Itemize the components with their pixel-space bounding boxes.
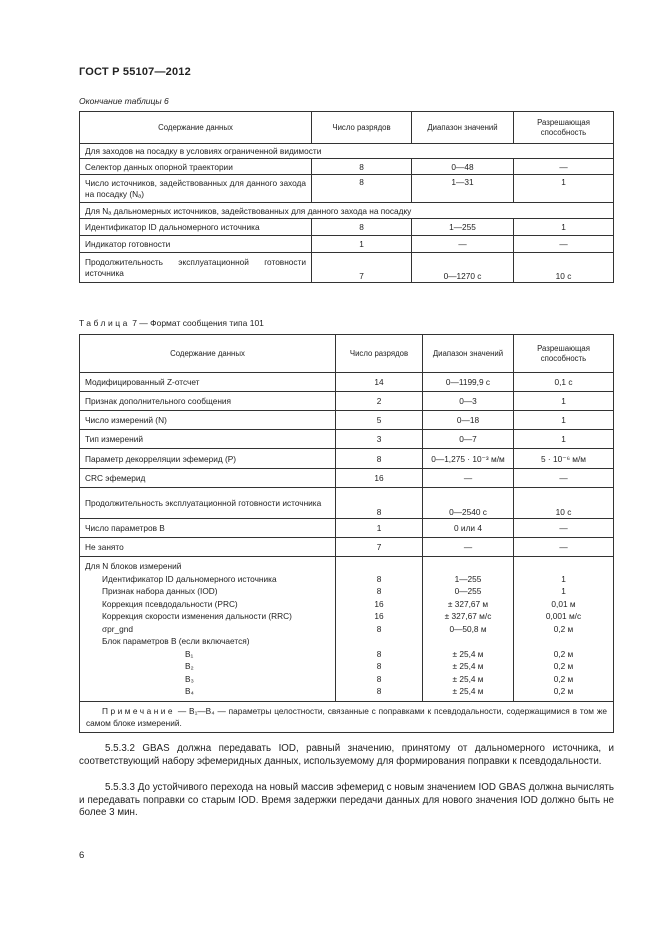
table-row: [80, 253, 614, 283]
b-param-resolution: 0,2 м: [553, 673, 574, 684]
cell-content: Индикатор готовности: [80, 236, 312, 253]
col-header-range: Диапазон значений: [423, 335, 514, 373]
b-param-bits: 8: [376, 673, 382, 684]
cell-content: Модифицированный Z-отсчет: [80, 373, 336, 392]
section-row: [80, 144, 614, 159]
cell-range: 0—1,275 · 10⁻³ м/м: [423, 449, 514, 469]
group-item-label: Идентификатор ID дальномерного источника: [102, 573, 277, 584]
cell-range: 0—48: [412, 159, 514, 175]
b-param-range: ± 25,4 м: [452, 661, 484, 671]
b-param-resolution: 0,2 м: [553, 686, 574, 696]
group-item-range: 0—255: [454, 586, 482, 596]
cell-content: Число параметров B: [80, 519, 336, 538]
table-row: [80, 538, 614, 557]
group-item-resolution: 1: [561, 586, 566, 596]
cell-content: Число измерений (N): [80, 411, 336, 430]
table-row: [80, 219, 614, 236]
b-param-label: B₄: [185, 686, 194, 696]
cell-resolution: 1: [514, 219, 614, 236]
cell-range: —: [412, 236, 514, 253]
cell-resolution: 1: [514, 175, 614, 203]
group-item-bits: 8: [376, 573, 382, 584]
table7-caption: [79, 318, 264, 328]
group-item-bits: 16: [374, 611, 384, 621]
table-row: [80, 469, 614, 488]
cell-content: Признак дополнительного сообщения: [80, 392, 336, 411]
cell-resolution: —: [514, 236, 614, 253]
table-row: [80, 392, 614, 411]
section-row: [80, 203, 614, 219]
section-label: Для заходов на посадку в условиях ограниченной видимости: [80, 144, 614, 159]
group-item-resolution: 1: [561, 573, 566, 584]
group-title: Для N блоков измерений: [85, 561, 182, 571]
measurement-block-range: [423, 557, 514, 702]
cell-bits: 1: [312, 236, 412, 253]
col-header-content: Содержание данных: [80, 335, 336, 373]
cell-resolution: —: [514, 159, 614, 175]
table-row: [80, 175, 614, 203]
col-header-resolution: Разрешающая способность: [514, 112, 614, 144]
paragraph-5-5-3-3: 5.5.3.3 До устойчивого перехода на новый массив эфемерид с новым значением IOD GBAS должна вычислять и передавать поправки со старым IOD. Время задержки передачи данных для нового значения IOD должно быть не более 3 мин.: [79, 782, 614, 819]
cell-content: Параметр декорреляции эфемерид (P): [80, 449, 336, 469]
measurement-block-resolution: [514, 557, 614, 702]
group-item-label: σpr_gnd: [102, 623, 133, 634]
document-header: ГОСТ Р 55107—2012: [79, 66, 191, 78]
cell-range: 0—1199,9 с: [423, 373, 514, 392]
cell-bits: 8: [336, 449, 423, 469]
table-row: [80, 236, 614, 253]
group-item-bits: 8: [376, 623, 382, 634]
paragraph-5-5-3-2: 5.5.3.2 GBAS должна передавать IOD, равный значению, принятому от дальномерного источника, и соответствующий набору эфемеридных данных, используемому для формирования поправки к псевдодальности.: [79, 743, 614, 767]
cell-bits: 8: [336, 488, 423, 519]
cell-resolution: 0,1 с: [514, 373, 614, 392]
cell-bits: 8: [312, 159, 412, 175]
cell-bits: 5: [336, 411, 423, 430]
b-param-bits: 8: [376, 661, 382, 671]
group-subtitle: Блок параметров B (если включается): [102, 636, 250, 646]
table-6: [79, 111, 614, 283]
measurement-block-bits: [336, 557, 423, 702]
cell-content: Идентификатор ID дальномерного источника: [80, 219, 312, 236]
group-item-label: Признак набора данных (IOD): [102, 586, 218, 596]
cell-bits: 16: [336, 469, 423, 488]
cell-bits: 14: [336, 373, 423, 392]
group-item-resolution: 0,001 м/с: [545, 611, 582, 621]
b-param-range: ± 25,4 м: [452, 673, 484, 684]
table-row: [80, 373, 614, 392]
cell-resolution: —: [514, 538, 614, 557]
cell-range: 0—18: [423, 411, 514, 430]
group-item-bits: 16: [374, 598, 384, 609]
cell-content: Число источников, задействованных для данного захода на посадку (Nₐ): [80, 175, 312, 203]
cell-content: Тип измерений: [80, 430, 336, 449]
cell-content: Продолжительность эксплуатационной готовности источника: [80, 253, 312, 283]
table-header-row: [80, 335, 614, 373]
col-header-range: Диапазон значений: [412, 112, 514, 144]
cell-range: 1—255: [412, 219, 514, 236]
group-item-range: 1—255: [454, 573, 482, 584]
cell-resolution: 10 с: [514, 488, 614, 519]
cell-resolution: —: [514, 469, 614, 488]
cell-resolution: 5 · 10⁻⁶ м/м: [514, 449, 614, 469]
cell-content: CRC эфемерид: [80, 469, 336, 488]
cell-content: Продолжительность эксплуатационной готовности источника: [80, 488, 336, 519]
b-param-range: ± 25,4 м: [452, 648, 484, 659]
group-item-resolution: 0,01 м: [551, 598, 576, 609]
group-item-bits: 8: [376, 586, 382, 596]
cell-bits: 8: [312, 219, 412, 236]
col-header-bits: Число разрядов: [312, 112, 412, 144]
cell-range: —: [423, 469, 514, 488]
table7-caption-text: 7 — Формат сообщения типа 101: [129, 318, 264, 328]
table7-caption-word: Таблица: [79, 318, 130, 328]
cell-resolution: 10 с: [514, 253, 614, 283]
measurement-block-content: [80, 557, 336, 702]
group-item-resolution: 0,2 м: [553, 623, 574, 634]
cell-bits: 7: [336, 538, 423, 557]
cell-resolution: —: [514, 519, 614, 538]
table-row: [80, 159, 614, 175]
page-number: 6: [79, 850, 85, 861]
cell-resolution: 1: [514, 411, 614, 430]
table6-caption: Окончание таблицы 6: [79, 96, 169, 106]
group-item-range: 0—50,8 м: [449, 623, 487, 634]
group-item-label: Коррекция псевдодальности (PRC): [102, 598, 238, 609]
section-label: Для Nₐ дальномерных источников, задействованных для данного захода на посадку: [80, 203, 614, 219]
group-item-range: ± 327,67 м: [447, 598, 489, 609]
cell-range: 0—7: [423, 430, 514, 449]
cell-content: Селектор данных опорной траектории: [80, 159, 312, 175]
note-text: — B₁—B₄ — параметры целостности, связанные с поправками к псевдодальности, содержащимися в том же самом блоке измерений.: [86, 705, 607, 728]
col-header-resolution: Разрешающая способность: [514, 335, 614, 373]
b-param-label: B₂: [185, 661, 194, 671]
col-header-bits: Число разрядов: [336, 335, 423, 373]
table-row: [80, 519, 614, 538]
b-param-resolution: 0,2 м: [553, 661, 574, 671]
measurement-block-row: [80, 557, 614, 702]
cell-range: 1—31: [412, 175, 514, 203]
table-header-row: [80, 112, 614, 144]
cell-bits: 2: [336, 392, 423, 411]
cell-range: —: [423, 538, 514, 557]
table-7: [79, 334, 614, 733]
table-row: [80, 430, 614, 449]
cell-resolution: 1: [514, 392, 614, 411]
cell-bits: 1: [336, 519, 423, 538]
cell-range: 0—2540 с: [423, 488, 514, 519]
b-param-bits: 8: [376, 648, 382, 659]
group-item-label: Коррекция скорости изменения дальности (RRC): [102, 611, 292, 621]
cell-range: 0 или 4: [423, 519, 514, 538]
table-row: [80, 488, 614, 519]
col-header-content: Содержание данных: [80, 112, 312, 144]
cell-bits: 3: [336, 430, 423, 449]
table-row: [80, 449, 614, 469]
group-item-range: ± 327,67 м/с: [444, 611, 492, 621]
cell-range: 0—1270 с: [412, 253, 514, 283]
note-row: [80, 701, 614, 732]
table-row: [80, 411, 614, 430]
b-param-label: B₃: [185, 673, 194, 684]
cell-bits: 8: [312, 175, 412, 203]
b-param-range: ± 25,4 м: [452, 686, 484, 696]
cell-bits: 7: [312, 253, 412, 283]
note-label: Примечание: [102, 705, 176, 716]
b-param-resolution: 0,2 м: [553, 648, 574, 659]
cell-content: Не занято: [80, 538, 336, 557]
b-param-bits: 8: [376, 686, 382, 696]
b-param-label: B₁: [185, 648, 194, 659]
table-note: [80, 701, 614, 732]
cell-range: 0—3: [423, 392, 514, 411]
cell-resolution: 1: [514, 430, 614, 449]
